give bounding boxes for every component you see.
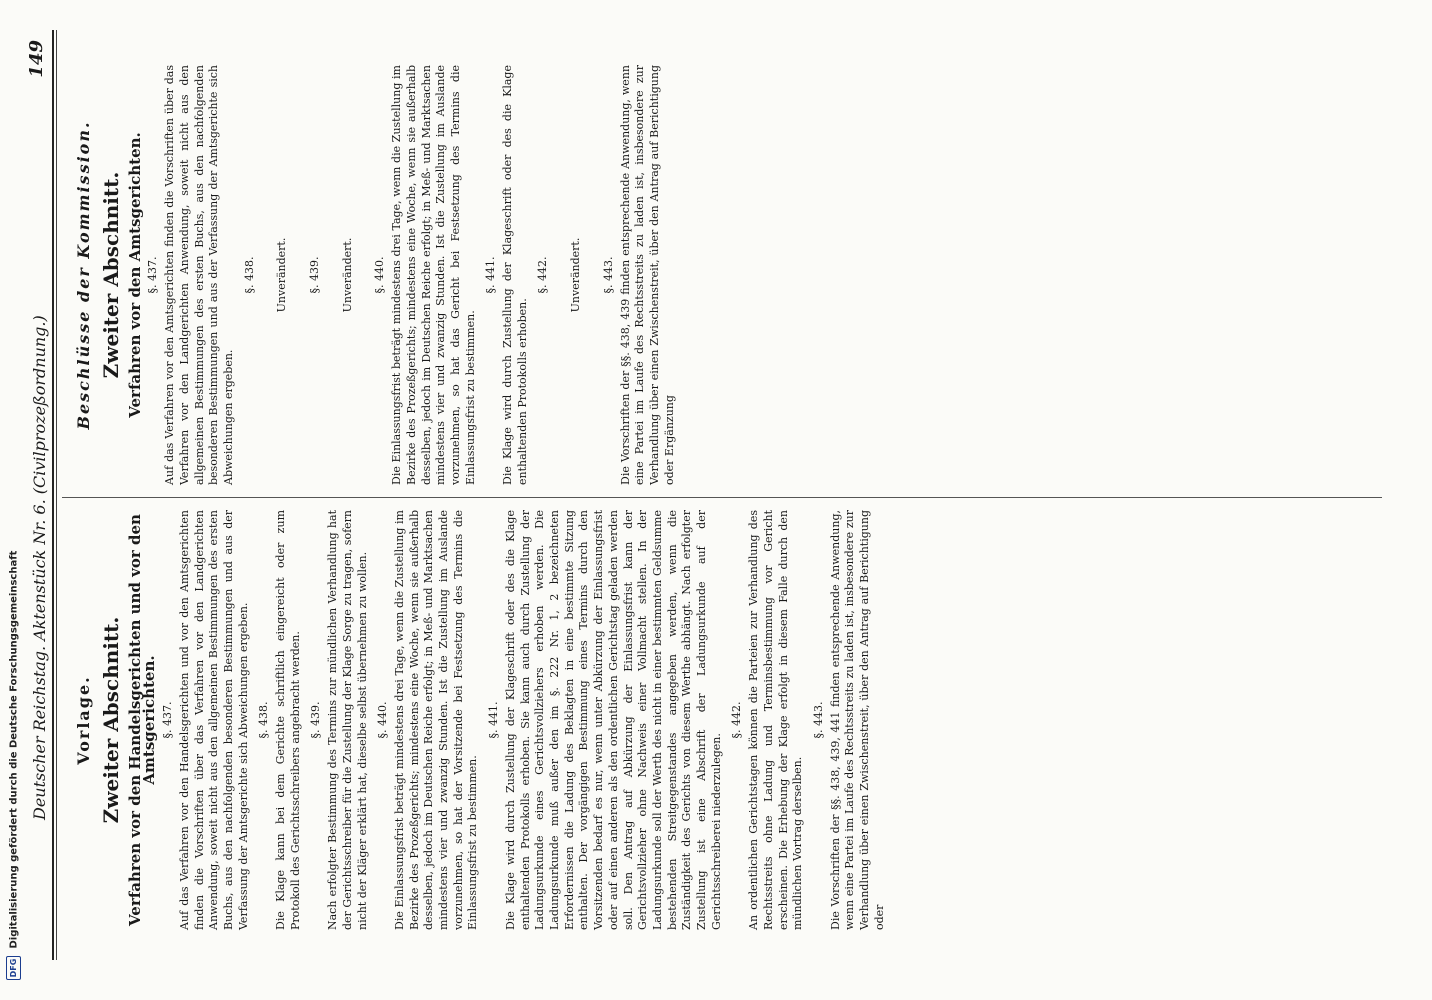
right-section-text: Unverändert.: [569, 237, 583, 313]
left-section-number: §. 441.: [487, 701, 501, 739]
left-section-text: Auf das Verfahren vor den Handelsgerichten und vor den Amtsgerichten finden die Vorschriften über das Verfahren vor den Landgerichten Anwendung, soweit nicht aus den allgemeinen Bestimmungen des ersten Buchs, aus den nachfolgenden besonderen Bestimmungen und aus der Verfassung der Amtsgerichte sich Abweichungen ergeben.: [177, 510, 250, 930]
left-section-number: §. 442.: [730, 701, 744, 739]
left-section-text: Die Klage kann bei dem Gerichte schriftlich eingereicht oder zum Protokoll des Gerichtsschreibers angebracht werden.: [274, 510, 302, 930]
right-section-text: Unverändert.: [275, 237, 289, 313]
page-number: 149: [26, 40, 47, 78]
footer-strip: [0, 0, 24, 1000]
left-section-text: Die Vorschriften der §§. 438, 439, 441 finden entsprechende Anwendung, wenn eine Partei im Laufe des Rechtsstreits zu laden ist, insbesondere zur Verhandlung über einen Zwischenstreit, über den Antrag auf Berichtigung oder: [828, 510, 886, 930]
right-column-beschluesse: [75, 65, 683, 485]
right-section-text: Auf das Verfahren vor den Amtsgerichten finden die Vorschriften über das Verfahren vor den Landgerichten Anwendung, soweit nicht aus den allgemeinen Bestimmungen des ersten Buchs, aus den nachfolgenden besonderen Bestimmungen und aus der Verfassung der Amtsgerichte sich Abweichungen ergeben.: [163, 65, 235, 485]
header-rule: [52, 30, 54, 960]
footer-text: Digitalisierung gefördert durch die Deutsche Forschungsgemeinschaft: [8, 550, 20, 949]
left-section-text: Nach erfolgter Bestimmung des Termins zur mündlichen Verhandlung hat der Gerichtsschreiber für die Zustellung der Klage Sorge zu tragen, sofern nicht der Kläger erklärt hat, dieselbe selbst übernehmen zu wollen.: [326, 510, 369, 930]
right-section-heading: Zweiter Abschnitt.: [98, 171, 123, 379]
left-column-title: Vorlage.: [74, 675, 93, 765]
left-column-vorlage: [75, 510, 893, 930]
column-divider: [62, 497, 1382, 498]
left-sections: [161, 510, 887, 930]
left-section-number: §. 437.: [161, 701, 175, 739]
right-section-text: Unverändert.: [340, 237, 354, 313]
right-column-title: Beschlüsse der Kommission.: [74, 120, 93, 430]
left-section-text: An ordentlichen Gerichtstagen können die Parteien zur Verhandlung des Rechtsstreits ohne Ladung und Terminsbestimmung vor Gericht erscheinen. Die Erhebung der Klage erfolgt in diesem Falle durch den mündlichen Vortrag derselben.: [747, 510, 805, 930]
left-section-number: §. 438.: [257, 701, 271, 739]
right-section-number: §. 440.: [373, 256, 387, 294]
left-section-number: §. 440.: [376, 701, 390, 739]
right-section-number: §. 439.: [308, 256, 322, 294]
right-sections: [146, 65, 677, 485]
left-section-subheading: Verfahren vor den Handelsgerichten und vor den Amtsgerichten.: [125, 514, 159, 926]
right-section-number: §. 441.: [484, 256, 498, 294]
right-section-subheading: Verfahren vor den Amtsgerichten.: [125, 132, 144, 418]
dfg-logo: DFG: [6, 956, 21, 980]
left-section-text: Die Klage wird durch Zustellung der Klageschrift oder des die Klage enthaltenden Protokolls erhoben. Sie kann auch durch Zustellung der Ladungsurkunde eines Gerichtsvollziehers erhoben werden. Die Ladungsurkunde muß außer den im §. 222 Nr. 1, 2 bezeichneten Erfordernissen die Ladung des Beklagten in eine bestimmte Sitzung enthalten. Der vorgängigen Bestimmung eines Termins durch den Vorsitzenden bedarf es nur, wenn unter Abkürzung der Einlassungsfrist oder auf einen anderen als den ordentlichen Gerichtstag geladen werden soll. Den Antrag auf Abkürzung der Einlassungsfrist kann der Gerichtsvollzieher ohne Nachweis einer Vollmacht stellen. In der Ladungsurkunde soll der Werth des nicht in einer bestimmten Geldsumme bestehenden Streitgegenstandes angegeben werden, wenn die Zuständigkeit des Gerichts von diesem Werthe abhängt. Nach erfolgter Zustellung ist eine Abschrift der Ladungsurkunde auf der Gerichtsschreiberei niederzulegen.: [503, 510, 723, 930]
right-section-text: Die Vorschriften der §§. 438, 439 finden entsprechende Anwendung, wenn eine Partei im Laufe des Rechtsstreits zu laden ist, insbesondere zur Verhandlung über einen Zwischenstreit, über den Antrag auf Berichtigung oder Ergänzung: [618, 65, 676, 485]
left-section-text: Die Einlassungsfrist beträgt mindestens drei Tage, wenn die Zustellung im Bezirke des Prozeßgerichts; mindestens eine Woche, wenn sie außerhalb desselben, jedoch im Deutschen Reiche erfolgt; in Meß- und Marktsachen mindestens vier und zwanzig Stunden. Ist die Zustellung im Auslande vorzunehmen, so hat der Vorsitzende bei Festsetzung des Termins die Einlassungsfrist zu bestimmen.: [392, 510, 480, 930]
right-section-text: Die Klage wird durch Zustellung der Klageschrift oder des die Klage enthaltenden Protokolls erhoben.: [501, 65, 529, 485]
right-section-number: §. 443.: [601, 256, 615, 294]
left-section-heading: Zweiter Abschnitt.: [98, 616, 123, 824]
right-section-number: §. 442.: [536, 256, 550, 294]
footer-credit: [6, 550, 24, 980]
header-title: Deutscher Reichstag. Aktenstück Nr. 6. (Civilprozeßordnung.): [30, 315, 49, 820]
header-rule-thin: [56, 30, 57, 960]
right-section-number: §. 437.: [146, 256, 160, 294]
left-section-number: §. 443.: [811, 701, 825, 739]
left-section-number: §. 439.: [309, 701, 323, 739]
right-section-number: §. 438.: [242, 256, 256, 294]
right-section-text: Die Einlassungsfrist beträgt mindestens drei Tage, wenn die Zustellung im Bezirke des Prozeßgerichts; mindestens eine Woche, wenn sie außerhalb desselben, jedoch im Deutschen Reiche erfolgt; in Meß- und Marktsachen mindestens vier und zwanzig Stunden. Ist die Zustellung im Auslande vorzunehmen, so hat das Gericht bei Festsetzung des Termins die Einlassungsfrist zu bestimmen.: [390, 65, 477, 485]
